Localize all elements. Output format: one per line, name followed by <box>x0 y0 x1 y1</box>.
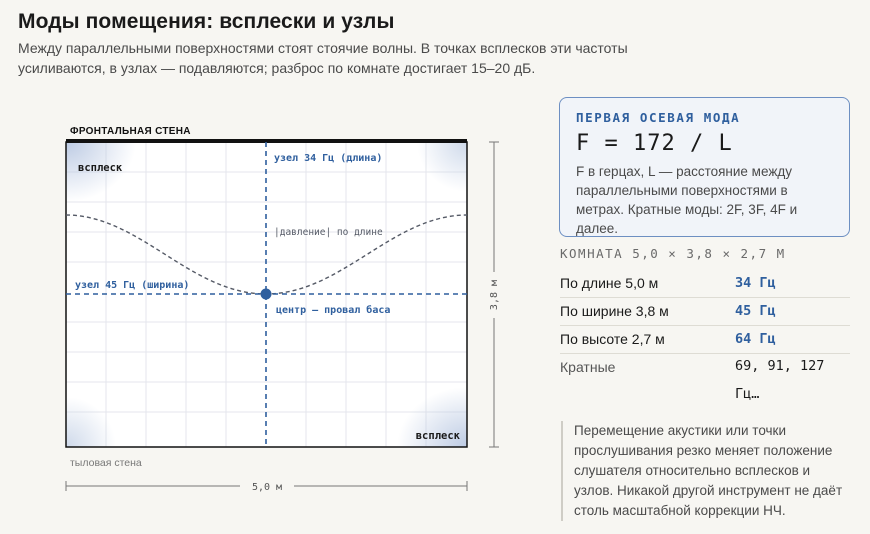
room-row-label: По ширине 3,8 м <box>560 303 669 319</box>
peak-label-top-left: всплеск <box>78 162 123 174</box>
room-row-value: 45 Гц <box>735 303 776 319</box>
placement-note: Перемещение акустики или точки прослушивания резко меняет положение слушателя относительно всплесков и узлов. Никакой другой инструмент не даёт столь масштабной коррекции НЧ. <box>561 421 851 521</box>
room-row-value: 34 Гц <box>735 275 776 291</box>
formula-card-label: ПЕРВАЯ ОСЕВАЯ МОДА <box>576 110 741 125</box>
pressure-label: |давление| по длине <box>274 227 383 238</box>
room-row-label: Кратные <box>560 359 616 375</box>
peak-zone-bottom-left <box>66 397 116 447</box>
room-row-value: 64 Гц <box>735 331 776 347</box>
width-label: 5,0 м <box>251 482 283 493</box>
depth-label: 3,8 м <box>489 279 500 311</box>
room-row-length <box>560 275 860 295</box>
formula-card <box>559 97 850 237</box>
row-divider <box>560 297 850 298</box>
room-row-height <box>560 331 860 351</box>
formula-description: F в герцах, L — расстояние между параллельными поверхностями в метрах. Кратные моды: 2F, 3F, 4F и далее. <box>576 164 798 236</box>
front-wall-label: ФРОНТАЛЬНАЯ СТЕНА <box>70 126 191 137</box>
row-divider <box>560 325 850 326</box>
room-row-label: По высоте 2,7 м <box>560 331 665 347</box>
back-wall-label: тыловая стена <box>70 457 142 469</box>
page-title: Моды помещения: всплески и узлы <box>18 10 395 33</box>
room-row-label: По длине 5,0 м <box>560 275 659 291</box>
node-width-label: узел 45 Гц (ширина) <box>75 280 190 291</box>
page-subtitle: Между параллельными поверхностями стоят стоячие волны. В точках всплесков эти частоты усиливаются, в узлах — подавляются; разброс по комнате достигает 15–20 дБ. <box>18 40 628 76</box>
node-length-label: узел 34 Гц (длина) <box>274 153 383 164</box>
center-dip-marker <box>261 289 272 300</box>
room-row-multiples <box>560 358 860 402</box>
peak-label-bottom-right: всплеск <box>415 430 460 442</box>
room-row-value: 69, 91, 127 Гц… <box>735 358 825 402</box>
peak-zone-top-right <box>417 142 467 192</box>
formula: F = 172 / L <box>576 131 733 156</box>
center-label: центр — провал баса <box>276 305 391 316</box>
room-row-width <box>560 303 860 323</box>
room-heading: КОМНАТА 5,0 × 3,8 × 2,7 М <box>560 246 786 261</box>
